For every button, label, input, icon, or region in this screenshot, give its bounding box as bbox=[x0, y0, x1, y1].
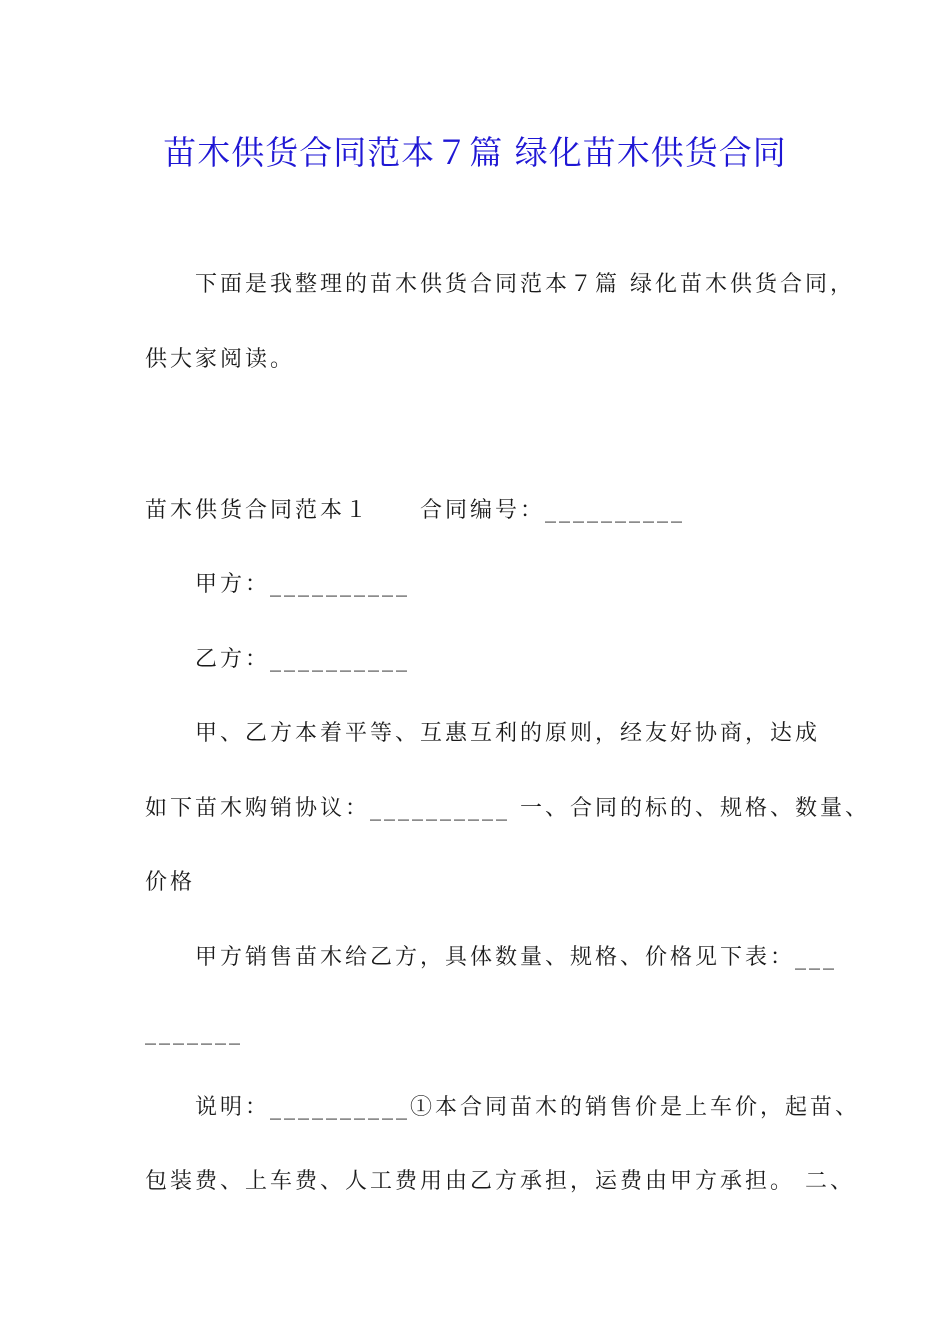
paragraph-line: 甲方销售苗木给乙方，具体数量、规格、价格见下表：___ bbox=[195, 945, 838, 970]
paragraph-line: 说明：__________①本合同苗木的销售价是上车价，起苗、 bbox=[195, 1095, 861, 1120]
paragraph-line: 如下苗木购销协议：__________ 一、合同的标的、规格、数量、 bbox=[145, 796, 870, 821]
document-title: 苗木供货合同范本７篇 绿化苗木供货合同 bbox=[163, 133, 787, 172]
intro-line-1: 下面是我整理的苗木供货合同范本７篇 绿化苗木供货合同， bbox=[195, 272, 855, 297]
party-a-line: 甲方：__________ bbox=[195, 572, 411, 597]
contract-heading: 苗木供货合同范本１ 合同编号：__________ bbox=[145, 498, 686, 523]
paragraph-line: _______ bbox=[145, 1020, 243, 1045]
paragraph-line: 价格 bbox=[145, 870, 196, 895]
party-b-line: 乙方：__________ bbox=[195, 647, 411, 672]
paragraph-line: 甲、乙方本着平等、互惠互利的原则，经友好协商，达成 bbox=[195, 721, 821, 746]
paragraph-line: 包装费、上车费、人工费用由乙方承担，运费由甲方承担。 二、 bbox=[145, 1169, 855, 1194]
intro-line-2: 供大家阅读。 bbox=[145, 347, 296, 372]
